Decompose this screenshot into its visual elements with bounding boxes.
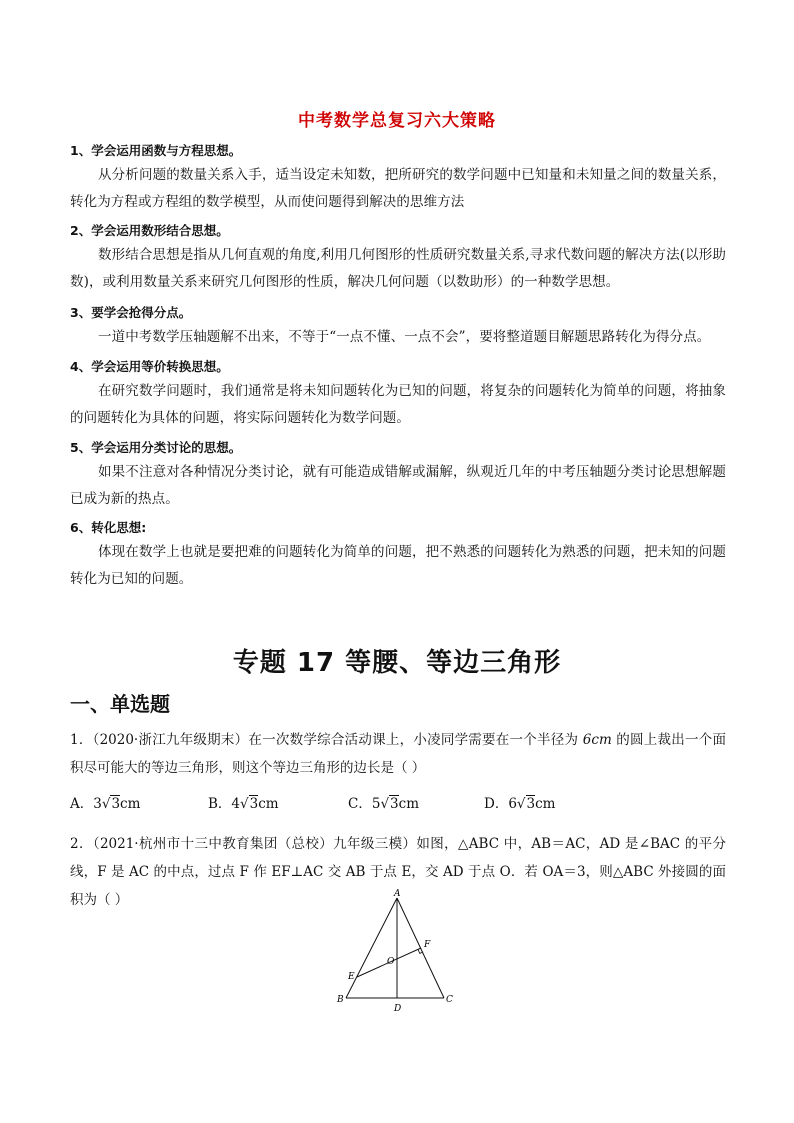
strategy-text: 数形结合思想是指从几何直观的角度,利用几何图形的性质研究数量关系,寻求代数问题的解决方法(以形助数)，或利用数量关系来研究几何图形的性质，解决几何问题（以数助形）的一种数学思想。 (70, 247, 726, 290)
option-radicand: 3 (526, 796, 536, 812)
question-1-options (70, 792, 730, 818)
sqrt-symbol: √3 (240, 796, 259, 812)
option-unit: cm (398, 796, 420, 812)
label-f: F (424, 940, 431, 950)
strategy-text: 一道中考数学压轴题解不出来，不等于“一点不懂、一点不会”，要将整道题目解题思路转化为得分点。 (98, 329, 711, 345)
option-d[interactable] (484, 792, 556, 812)
question-1-prefix: 1．（2020·浙江九年级期末）在一次数学综合活动课上，小凌同学需要在一个半径为 (70, 732, 583, 748)
option-radicand: 3 (390, 796, 399, 812)
strategy-text: 从分析问题的数量关系入手，适当设定未知数，把所研究的数学问题中已知量和未知量之间的数量关系，转化为方程或方程组的数学模型，从而使问题得到解决的思维方法 (70, 167, 726, 210)
strategy-3 (70, 302, 726, 351)
strategy-1 (70, 140, 726, 216)
topic-title: 专题 17 等腰、等边三角形 (232, 648, 562, 678)
side-ab (346, 898, 397, 998)
option-c[interactable] (348, 792, 419, 812)
option-letter: B． (208, 796, 232, 812)
section-title: 一、单选题 (70, 692, 170, 716)
question-2: 2．（2021·杭州市十三中教育集团（总校）九年级三模）如图，△ABC 中，AB＝AC，AD 是∠BAC 的平分线，F 是 AC 的中点，过点 F 作 EF⊥AC 交 AB 于点 E，交 AD 于点 O．若 OA＝3，则△ABC 外接圆的面积为（ ） (70, 836, 726, 908)
sqrt-symbol: √3 (101, 796, 121, 812)
strategy-text: 体现在数学上也就是要把难的问题转化为简单的问题，把不熟悉的问题转化为熟悉的问题，把未知的问题转化为已知的问题。 (70, 544, 726, 587)
strategy-heading: 5、学会运用分类讨论的思想。 (70, 440, 242, 455)
option-unit: cm (120, 796, 141, 812)
option-letter: A． (70, 796, 94, 812)
question-1-radius: 6cm (582, 732, 612, 748)
label-b: B (337, 995, 344, 1005)
strategy-4 (70, 356, 726, 432)
sqrt-symbol: √3 (380, 796, 399, 812)
header-title: 中考数学总复习六大策略 (298, 111, 496, 131)
option-letter: C． (348, 796, 372, 812)
option-coefficient: 6 (508, 796, 517, 812)
option-coefficient: 5 (371, 796, 381, 812)
label-c: C (446, 995, 453, 1005)
strategy-heading: 3、要学会抢得分点。 (70, 305, 192, 320)
question-1-suffix: 的圆上裁出一个面积尽可能大的等边三角形，则这个等边三角形的边长是（ ） (70, 732, 726, 776)
strategy-heading: 2、学会运用数形结合思想。 (70, 223, 229, 238)
option-coefficient: 3 (93, 796, 102, 812)
option-radicand: 3 (111, 796, 121, 812)
strategy-heading: 6、转化思想: (70, 520, 147, 535)
strategy-heading: 1、学会运用函数与方程思想。 (70, 143, 242, 158)
label-d: D (394, 1004, 402, 1014)
label-a: A (394, 889, 401, 899)
strategy-text: 如果不注意对各种情况分类讨论，就有可能造成错解或漏解，纵观近几年的中考压轴题分类讨论思想解题已成为新的热点。 (70, 464, 726, 507)
option-letter: D． (484, 796, 509, 812)
option-radicand: 3 (249, 796, 259, 812)
strategy-5 (70, 437, 726, 513)
sqrt-symbol: √3 (516, 796, 536, 812)
strategy-2 (70, 220, 726, 296)
label-e: E (348, 972, 355, 982)
option-unit: cm (535, 796, 556, 812)
triangle-figure (334, 888, 464, 1018)
strategy-text: 在研究数学问题时，我们通常是将未知问题转化为已知的问题，将复杂的问题转化为简单的问题，将抽象的问题转化为具体的问题，将实际问题转化为数学问题。 (70, 383, 726, 426)
option-b[interactable] (208, 792, 279, 812)
strategy-heading: 4、学会运用等价转换思想。 (70, 359, 229, 374)
question-1 (70, 726, 726, 782)
option-a[interactable] (70, 792, 140, 812)
option-coefficient: 4 (231, 796, 241, 812)
option-unit: cm (258, 796, 279, 812)
strategy-6 (70, 517, 726, 593)
label-o: O (387, 957, 395, 967)
